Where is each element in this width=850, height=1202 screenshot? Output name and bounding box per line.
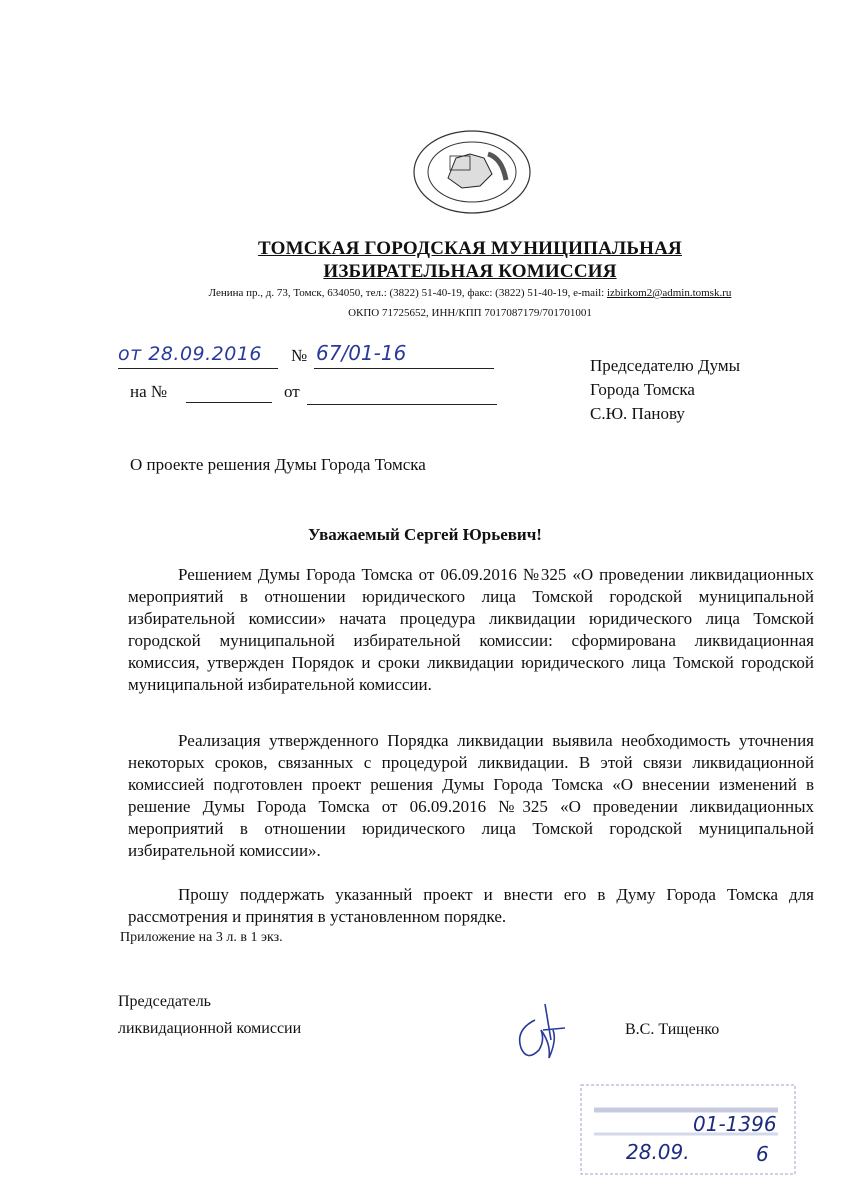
paragraph-text: Прошу поддержать указанный проект и внести его в Думу Города Томска для рассмотрения и принятия в установленном порядке.: [128, 885, 814, 926]
paragraph-text: Реализация утвержденного Порядка ликвидации выявила необходимость уточнения некоторых сроков, связанных с процедурой ликвидации. В этой связи ликвидационной комиссией подготовлен проект решения Думы Города Томска «О внесении изменений в решение Думы Города Томска от 06.09.2016 №325 «О проведении ликвидационных мероприятий в отношении юридического лица Томской городской муниципальной избирательной комиссии».: [128, 731, 814, 860]
org-title-line2: ИЗБИРАТЕЛЬНАЯ КОМИССИЯ: [323, 261, 617, 282]
signer-position-line1: Председатель: [118, 993, 211, 1010]
recipient-line2: Города Томска: [590, 380, 695, 399]
number-sign: №: [291, 346, 308, 365]
body-paragraph-1: [128, 564, 814, 696]
outgoing-number: 67/01-16: [316, 341, 407, 365]
salutation: Уважаемый Сергей Юрьевич!: [308, 525, 542, 544]
org-title-line1: ТОМСКАЯ ГОРОДСКАЯ МУНИЦИПАЛЬНАЯ: [258, 238, 682, 259]
emblem-icon: [410, 128, 534, 216]
signer-name: В.С. Тищенко: [625, 1021, 720, 1038]
body-paragraph-2: [128, 730, 814, 862]
org-address: [120, 287, 820, 299]
stamp-number: 01-1396: [693, 1112, 777, 1136]
registration-stamp: [578, 1082, 798, 1177]
address-text: Ленина пр., д. 73, Томск, 634050, тел.: (3822) 51-40-19, факс: (3822) 51-40-19, e-mail:: [208, 287, 607, 299]
reference-from-label: от: [284, 382, 300, 401]
recipient-block: [590, 354, 740, 426]
stamp-copy: 6: [756, 1142, 769, 1166]
signer-position-line2: ликвидационной комиссии: [118, 1020, 302, 1037]
body-paragraph-3: [128, 884, 814, 928]
letter-subject: О проекте решения Думы Города Томска: [130, 455, 426, 474]
recipient-line3: С.Ю. Панову: [590, 404, 685, 423]
email-link[interactable]: izbirkom2@admin.tomsk.ru: [606, 287, 732, 299]
reference-number-label: на №: [130, 382, 168, 401]
paragraph-text: Решением Думы Города Томска от 06.09.2016 №325 «О проведении ликвидационных мероприятий в отношении юридического лица Томской городской муниципальной избирательной комиссии» начата процедура ликвидации юридического лица Томской городской муниципальной избирательной комиссии: сформирована ликвидационная комиссия, утвержден Порядок и сроки ликвидации юридического лица Томской городской муниципальной избирательной комиссии.: [128, 565, 814, 694]
date-underline: [118, 368, 278, 369]
number-underline: [314, 368, 494, 369]
org-ids: ОКПО 71725652, ИНН/КПП 7017087179/701701001: [348, 307, 592, 319]
signer-position: [118, 988, 301, 1042]
attachment-note: Приложение на 3 л. в 1 экз.: [120, 930, 283, 945]
signature-icon: [505, 1000, 585, 1070]
stamp-date: 28.09.: [626, 1140, 690, 1164]
outgoing-date: от 28.09.2016: [118, 343, 263, 365]
reference-number-line: [186, 402, 272, 403]
recipient-line1: Председателю Думы: [590, 356, 741, 375]
reference-date-line: [307, 404, 497, 405]
